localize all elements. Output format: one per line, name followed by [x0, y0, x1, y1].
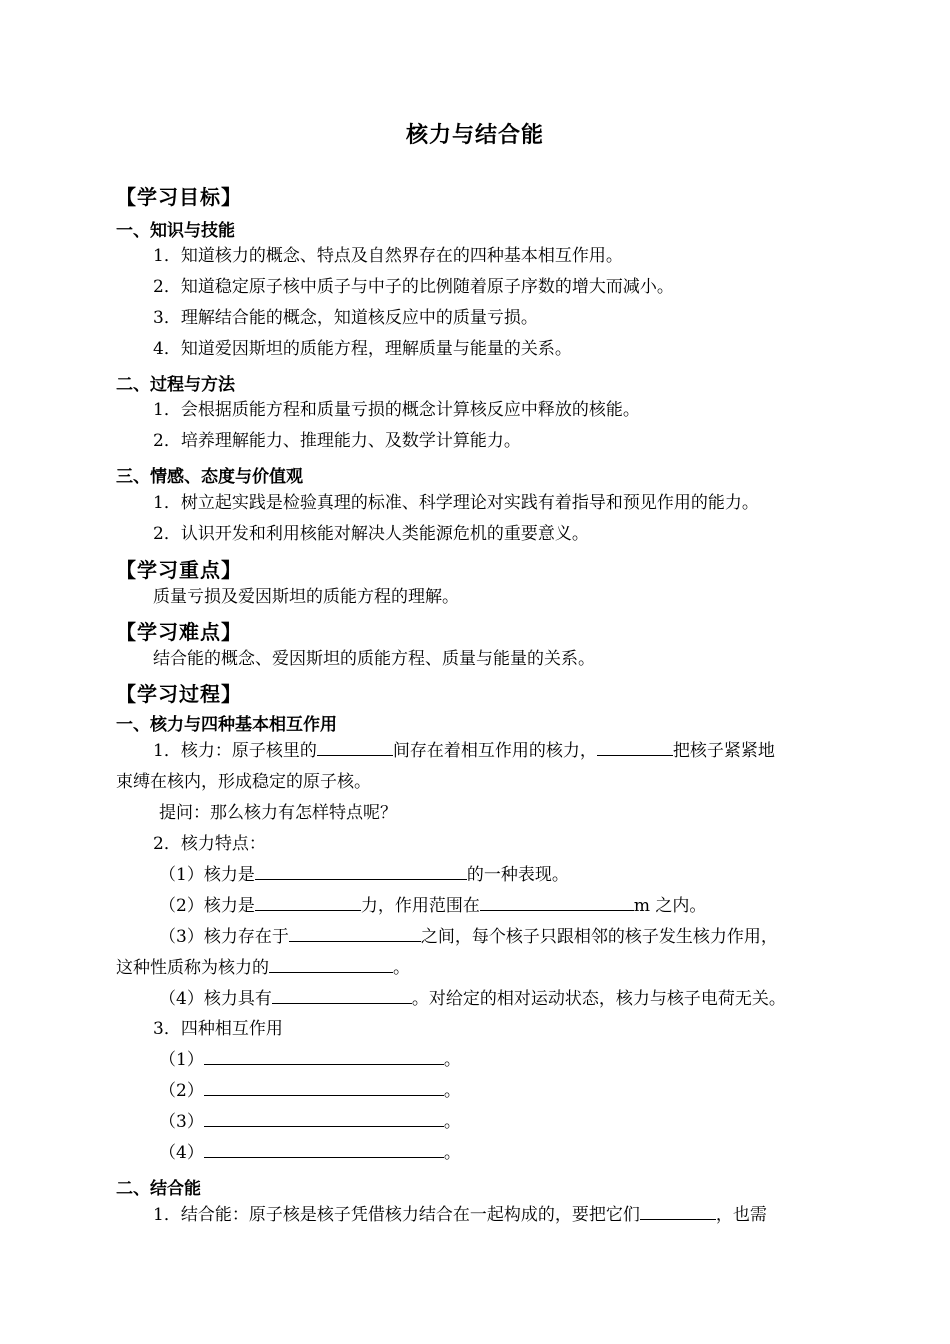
fill-line — [159, 1080, 461, 1102]
goal-item: 4．知道爱因斯坦的质能方程，理解质量与能量的关系。 — [153, 339, 572, 359]
text-segment: 。 — [443, 1050, 461, 1070]
fill-line — [153, 1204, 767, 1226]
text-segment: 这种性质称为核力的 — [116, 958, 269, 978]
text-segment: 间存在着相互作用的核力， — [392, 741, 597, 761]
fill-line — [159, 1049, 461, 1071]
text-line: 束缚在核内，形成稳定的原子核。 — [116, 772, 371, 792]
text-segment: （3）核力存在于 — [159, 927, 289, 947]
text-segment: 力，作用范围在 — [360, 896, 480, 916]
answer-blank[interactable] — [597, 740, 673, 756]
goals-s2-heading: 二、过程与方法 — [116, 375, 235, 395]
text-line: 2．核力特点： — [153, 834, 266, 854]
text-segment: 之间，每个核子只跟相邻的核子发生核力作用， — [420, 927, 778, 947]
key-header: 【学习重点】 — [116, 558, 242, 582]
answer-blank[interactable] — [317, 740, 393, 756]
text-segment: 1．核力：原子核里的 — [153, 741, 317, 761]
goals-s1-heading: 一、知识与技能 — [116, 221, 235, 241]
process-p1-heading: 一、核力与四种基本相互作用 — [116, 715, 337, 735]
answer-blank[interactable] — [640, 1204, 716, 1220]
goal-item: 3．理解结合能的概念，知道核反应中的质量亏损。 — [153, 308, 538, 328]
text-segment: 。 — [443, 1081, 461, 1101]
fill-line — [159, 926, 778, 948]
goal-item: 1．树立起实践是检验真理的标准、科学理论对实践有着指导和预见作用的能力。 — [153, 493, 759, 513]
fill-line — [116, 957, 410, 979]
difficulty-text: 结合能的概念、爱因斯坦的质能方程、质量与能量的关系。 — [153, 649, 595, 669]
text-segment: 1．结合能：原子核是核子凭借核力结合在一起构成的，要把它们 — [153, 1205, 640, 1225]
goal-item: 1．知道核力的概念、特点及自然界存在的四种基本相互作用。 — [153, 246, 623, 266]
goal-item: 2．培养理解能力、推理能力、及数学计算能力。 — [153, 431, 521, 451]
goal-item: 1．会根据质能方程和质量亏损的概念计算核反应中释放的核能。 — [153, 400, 640, 420]
fill-line — [153, 740, 775, 762]
question-text: 提问：那么核力有怎样特点呢？ — [159, 803, 397, 823]
text-segment: 。 — [393, 958, 410, 978]
page-title: 核力与结合能 — [405, 123, 544, 148]
text-segment: m 之内。 — [633, 896, 707, 916]
answer-blank[interactable] — [255, 895, 361, 911]
text-segment: ，也需 — [715, 1205, 767, 1225]
answer-blank[interactable] — [289, 926, 421, 942]
text-segment: （2）核力是 — [159, 896, 255, 916]
text-segment: 。 — [443, 1143, 461, 1163]
text-segment: （2） — [159, 1081, 204, 1101]
text-segment: 把核子紧紧地 — [672, 741, 775, 761]
answer-blank[interactable] — [204, 1080, 444, 1096]
text-segment: （3） — [159, 1112, 204, 1132]
text-segment: （1） — [159, 1050, 204, 1070]
fill-line — [159, 1111, 461, 1133]
goals-header: 【学习目标】 — [116, 185, 242, 209]
goal-item: 2．认识开发和利用核能对解决人类能源危机的重要意义。 — [153, 524, 589, 544]
fill-line — [159, 895, 706, 917]
goal-item: 2．知道稳定原子核中质子与中子的比例随着原子序数的增大而减小。 — [153, 277, 674, 297]
process-p2-heading: 二、结合能 — [116, 1179, 201, 1199]
text-segment: （1）核力是 — [159, 865, 255, 885]
fill-line — [159, 864, 569, 886]
answer-blank[interactable] — [204, 1142, 444, 1158]
fill-line — [159, 988, 786, 1010]
answer-blank[interactable] — [204, 1049, 444, 1065]
text-segment: （4） — [159, 1143, 204, 1163]
answer-blank[interactable] — [269, 957, 393, 973]
answer-blank[interactable] — [204, 1111, 444, 1127]
fill-line — [159, 1142, 461, 1164]
process-header: 【学习过程】 — [116, 682, 242, 706]
answer-blank[interactable] — [255, 864, 467, 880]
text-segment: 。 — [443, 1112, 461, 1132]
text-segment: （4）核力具有 — [159, 989, 272, 1009]
text-segment: 。对给定的相对运动状态，核力与核子电荷无关。 — [411, 989, 786, 1009]
difficulty-header: 【学习难点】 — [116, 620, 242, 644]
answer-blank[interactable] — [480, 895, 634, 911]
goals-s3-heading: 三、情感、态度与价值观 — [116, 467, 303, 487]
text-segment: 的一种表现。 — [466, 865, 569, 885]
key-text: 质量亏损及爱因斯坦的质能方程的理解。 — [153, 587, 459, 607]
text-line: 3．四种相互作用 — [153, 1019, 283, 1039]
answer-blank[interactable] — [272, 988, 412, 1004]
